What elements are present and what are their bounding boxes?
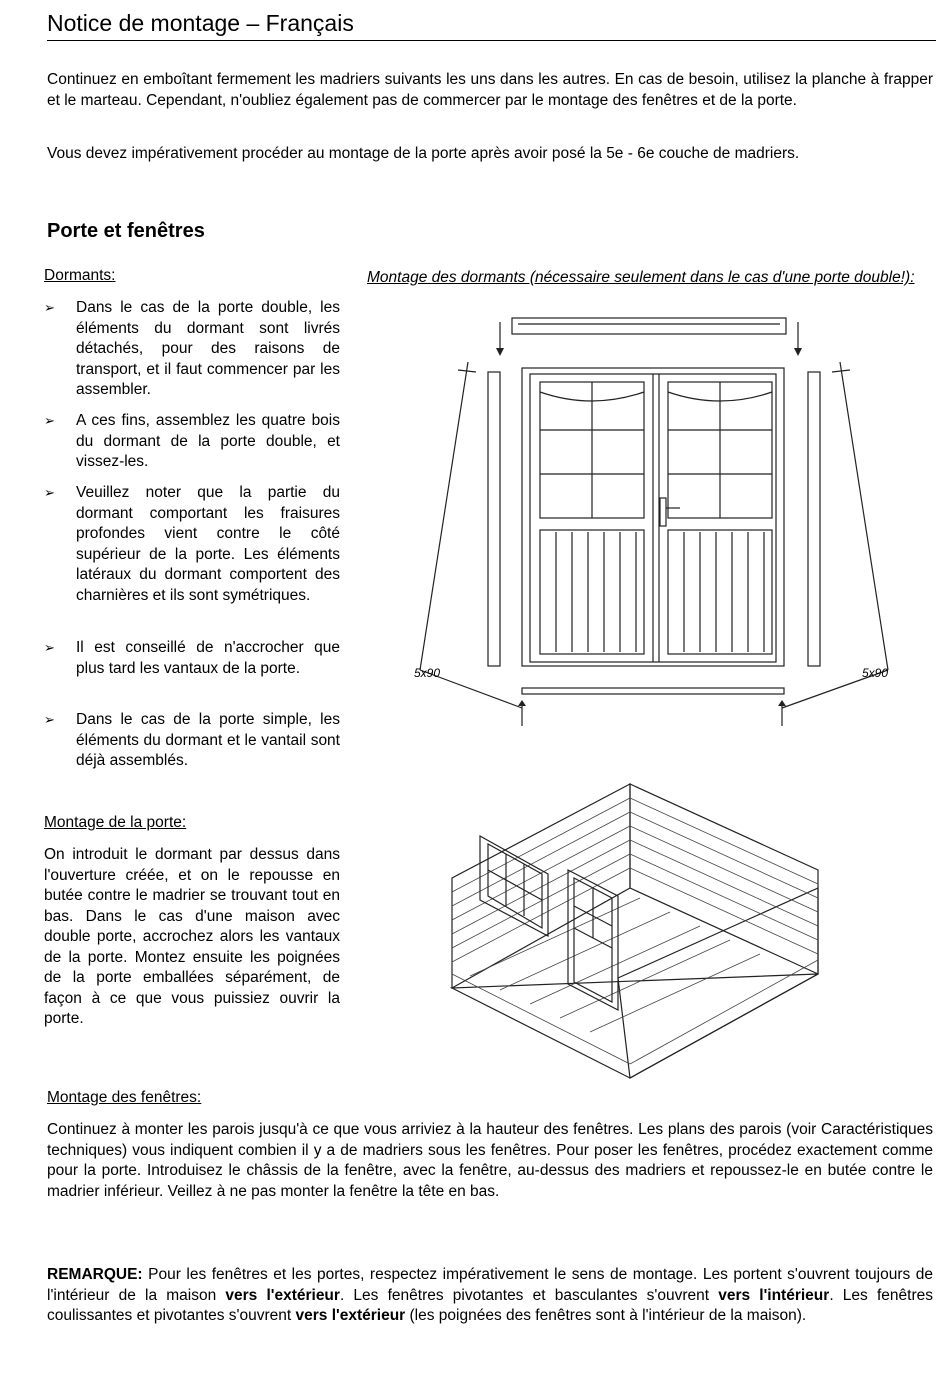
dormants-item-1: ➢ Dans le cas de la porte double, les éléments du dormant sont livrés détachés, pour des raisons de transport, et il faut commencer par les assembler. [44,299,340,398]
bullet-marker: ➢ [44,413,55,428]
dormants-heading: Dormants: [44,267,116,284]
figure1-caption: Montage des dormants (nécessaire seulement dans le cas d'une porte double!): [367,269,915,286]
title-rule [47,40,936,41]
bullet-marker: ➢ [44,712,55,727]
montage-fenetres-text: Continuez à monter les parois jusqu'à ce que vous arriviez à la hauteur des fenêtres. Les plans des parois (voir Caractéristiques techniques) vous indiquent combien il y a de madriers sous les fenêtres. Pour poser les fenêtres, procédez exactement comme pour la porte. Introduisez le châssis de la fenêtre, avec la fenêtre, au-dessus des madriers et repoussez-le en butée contre le madrier inférieur. Veillez à ne pas monter la fenêtre la tête en bas. [47,1121,933,1200]
intro-paragraph-2: Vous devez impérativement procéder au montage de la porte après avoir posé la 5e - 6e couche de madriers. [47,145,800,162]
door-frame-diagram [400,310,910,730]
dormants-item-5: ➢ Dans le cas de la porte simple, les éléments du dormant et le vantail sont déjà assemblés. [44,711,340,769]
montage-porte-text: On introduit le dormant par dessus dans l'ouverture créée, et on le repousse en butée contre le madrier se trouvant tout en bas. Dans le cas d'une maison avec double porte, accrochez alors les vantaux de la porte. Montez ensuite les poignées de la porte emballées séparément, de façon à ce que vous puissiez ouvrir la porte. [44,846,340,1027]
cabin-isometric-diagram [440,778,830,1083]
bullet-marker: ➢ [44,300,55,315]
screw-label-right: 5x90 [862,666,889,680]
page-title: Notice de montage – Français [47,10,354,36]
bullet-marker: ➢ [44,640,55,655]
remarque-label: REMARQUE: [47,1266,143,1283]
montage-porte-heading: Montage de la porte: [44,814,187,831]
dormants-item-3: ➢ Veuillez noter que la partie du dormant comportant les fraisures profondes vient contre le côté supérieur de la porte. Les éléments latéraux du dormant comportent des charnières et ils sont symétriques. [44,484,340,604]
dormants-item-4: ➢ Il est conseillé de n'accrocher que plus tard les vantaux de la porte. [44,639,340,677]
montage-fenetres-heading: Montage des fenêtres: [47,1089,202,1106]
remarque-paragraph: REMARQUE: Pour les fenêtres et les portes, respectez impérativement le sens de montage. Les portent s'ouvrent toujours de l'intérieur de la maison vers l'extérieur. Les fenêtres pivotantes et basculantes s'ouvrent vers l'intérieur. Les fenêtres coulissantes et pivotantes s'ouvrent vers l'extérieur (les poignées des fenêtres sont à l'intérieur de la maison). [47,1266,933,1324]
intro-paragraph-1: Continuez en emboîtant fermement les madriers suivants les uns dans les autres. En cas de besoin, utilisez la planche à frapper et le marteau. Cependant, n'oubliez également pas de commercer par le montage des fenêtres et de la porte. [47,71,933,109]
section-title: Porte et fenêtres [47,220,205,242]
bullet-marker: ➢ [44,485,55,500]
dormants-item-2: ➢ A ces fins, assemblez les quatre bois du dormant de la porte double, et vissez-les. [44,412,340,470]
screw-label-left: 5x90 [414,666,441,680]
